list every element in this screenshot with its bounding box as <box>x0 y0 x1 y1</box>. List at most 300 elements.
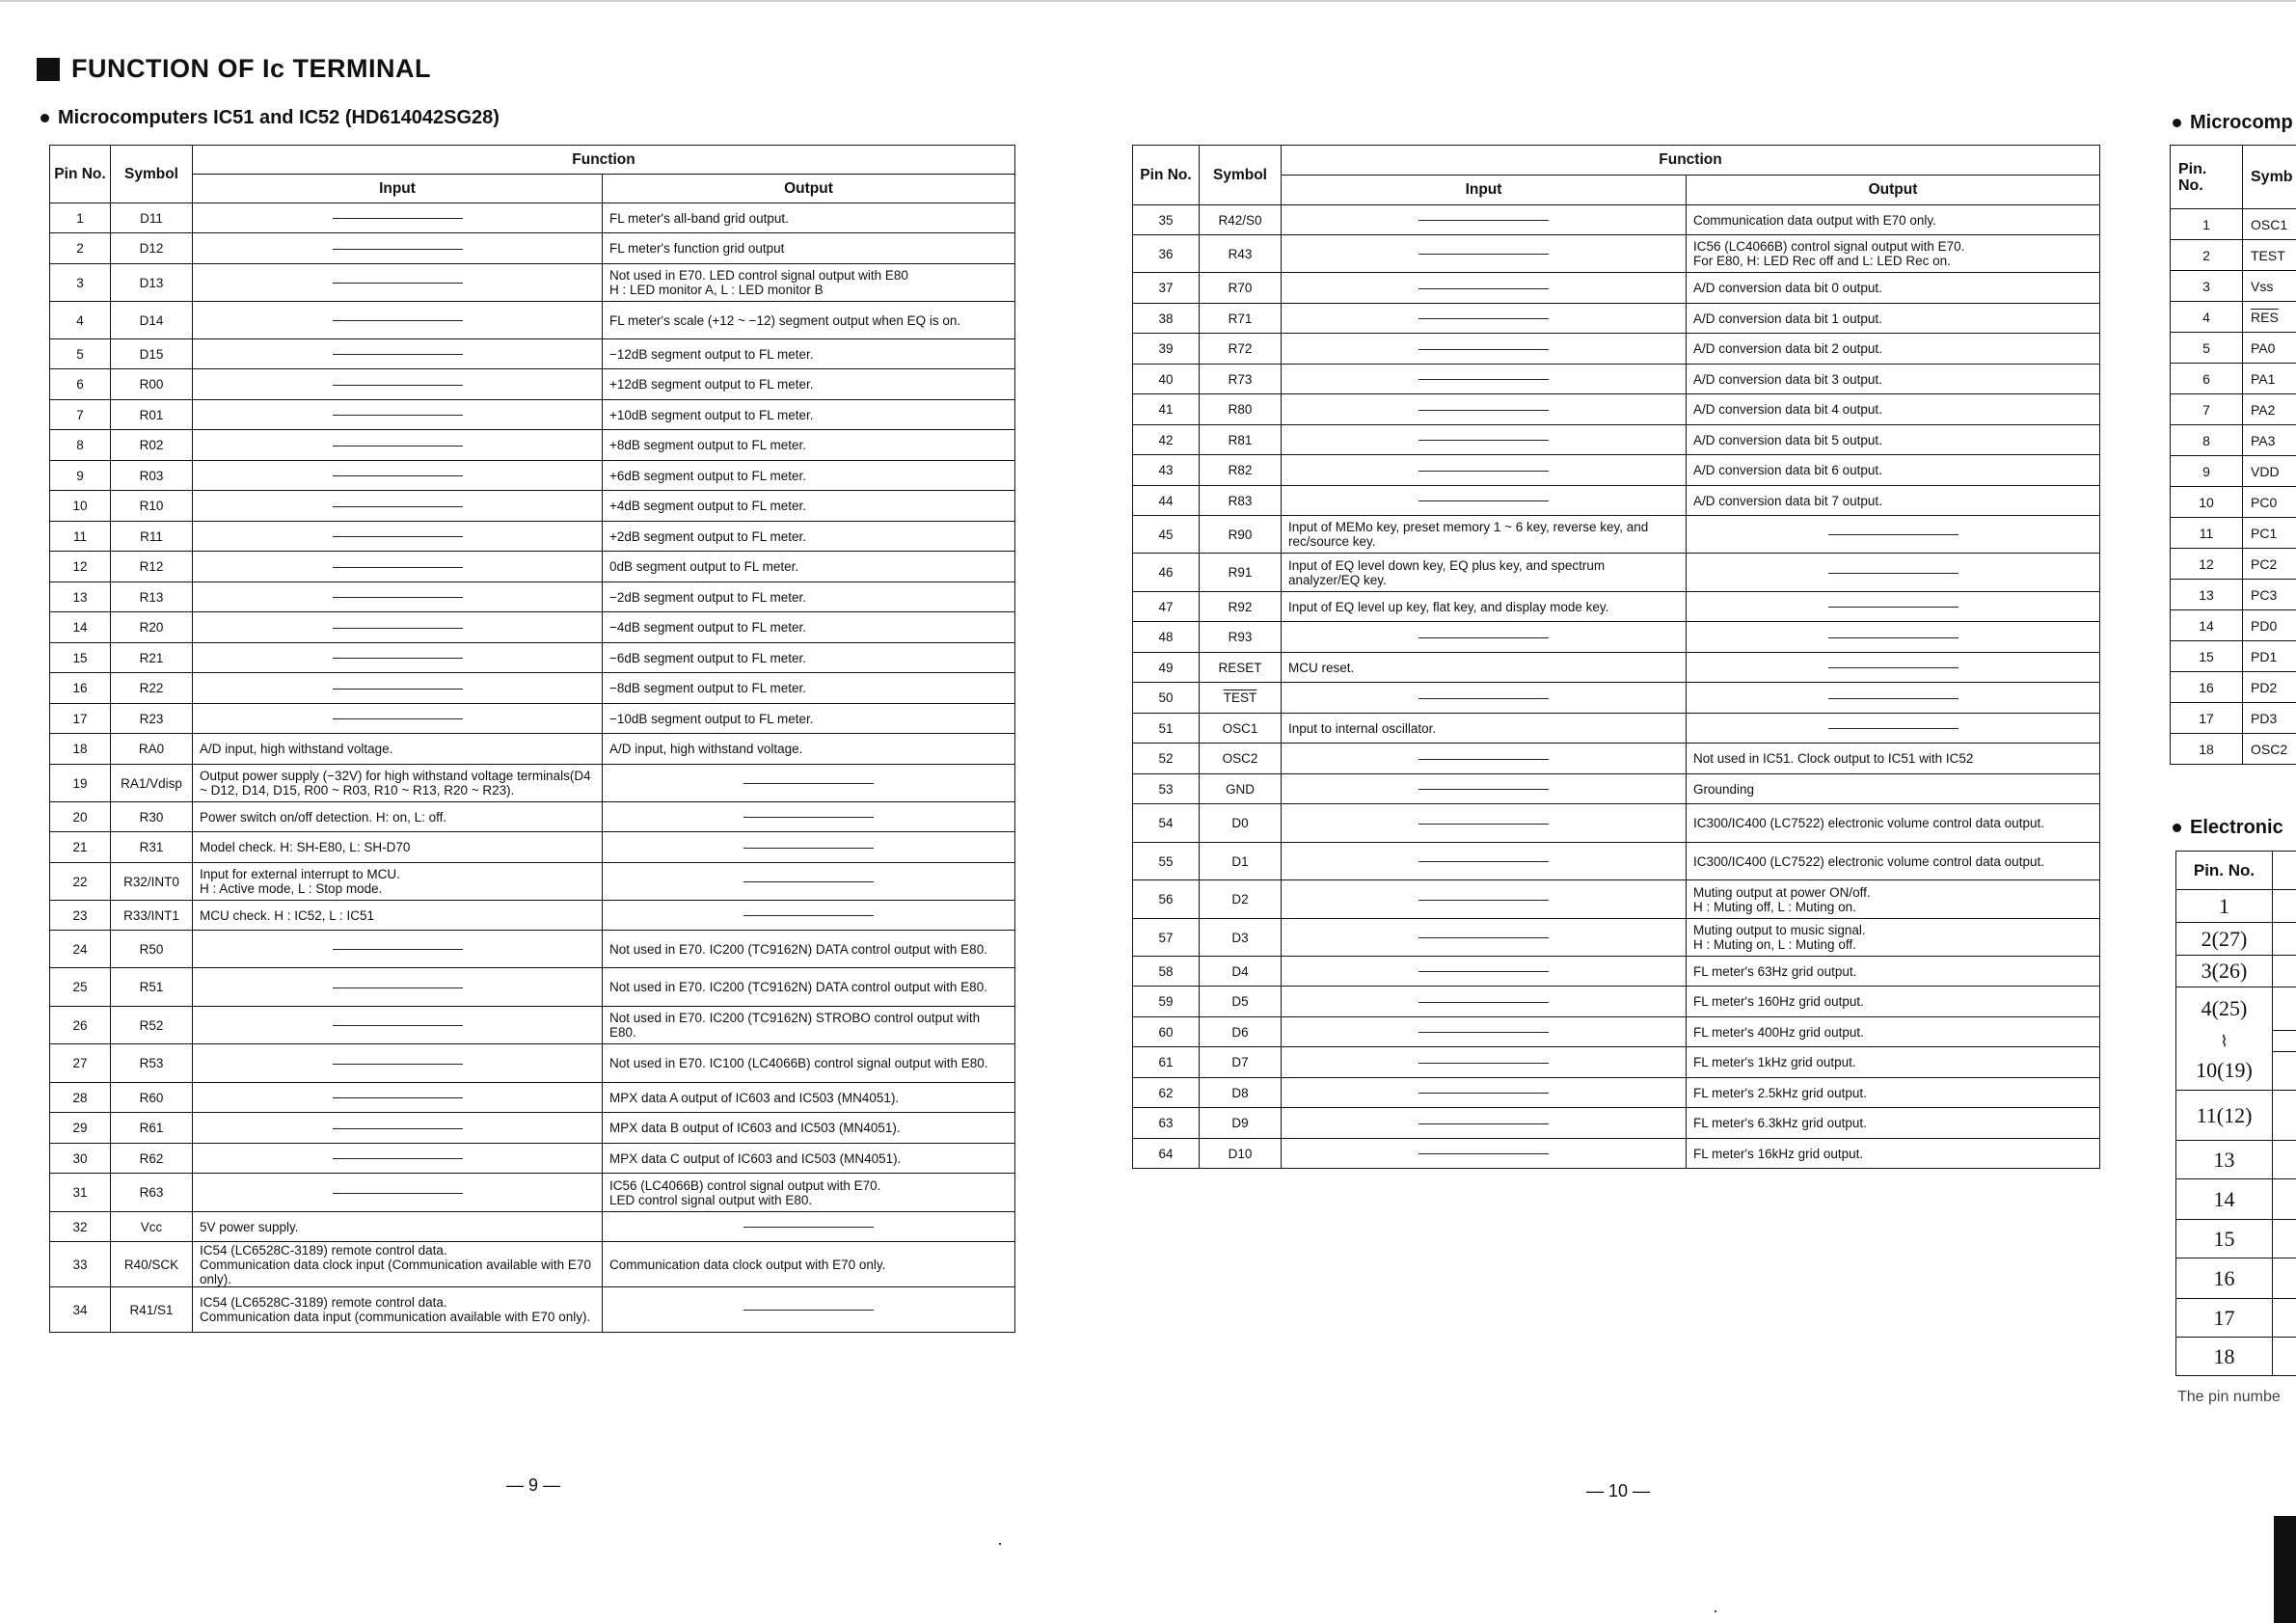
table-row <box>2171 394 2296 425</box>
subtitle-microcomputers <box>41 107 500 129</box>
pin-number-cell: 9 <box>2171 456 2243 487</box>
symbol-cell: D6 <box>1200 1017 1282 1047</box>
output-cell: MPX data A output of IC603 and IC503 (MN4051). <box>603 1083 1015 1113</box>
output-dash-cell <box>1687 653 2100 683</box>
symbol-cell: R43 <box>1200 235 1282 273</box>
symbol-cell: RA0 <box>111 734 193 765</box>
pin-number-cell: 22 <box>50 863 111 901</box>
header-symbol: Symbol <box>1200 146 1282 205</box>
left-pin-table <box>49 145 1015 1333</box>
input-cell: A/D input, high withstand voltage. <box>193 734 603 765</box>
output-cell: IC56 (LC4066B) control signal output with E70. LED control signal output with E80. <box>603 1174 1015 1212</box>
table-row <box>50 832 1015 863</box>
input-dash-cell <box>193 612 603 643</box>
pin-number-cell: 13 <box>2171 580 2243 610</box>
output-dash-cell <box>603 1212 1015 1242</box>
pin-number-cell: 64 <box>1133 1139 1200 1169</box>
pin-number-cell: 1 <box>2176 890 2273 923</box>
bullet-icon <box>41 114 49 122</box>
output-cell: A/D conversion data bit 1 output. <box>1687 304 2100 334</box>
output-cell: +12dB segment output to FL meter. <box>603 369 1015 400</box>
symbol-cell: D7 <box>1200 1047 1282 1078</box>
pin-number-cell: 14 <box>2176 1179 2273 1220</box>
output-cell: Not used in E70. IC200 (TC9162N) DATA control output with E80. <box>603 968 1015 1007</box>
table-row <box>2171 364 2296 394</box>
section-heading <box>37 54 431 84</box>
output-dash-cell <box>603 765 1015 802</box>
table-row <box>50 901 1015 931</box>
table-row <box>50 968 1015 1007</box>
middle-table-body <box>1133 205 2100 1169</box>
pin-number-cell: 6 <box>50 369 111 400</box>
table-row <box>1133 714 2100 744</box>
input-cell: IC54 (LC6528C-3189) remote control data. Communication data input (communication available with E70 only). <box>193 1287 603 1333</box>
input-dash-cell <box>193 400 603 430</box>
table-row <box>1133 1017 2100 1047</box>
table-row <box>1133 622 2100 653</box>
subtitle-text: Microcomp <box>2190 112 2293 133</box>
cut-cell <box>2273 987 2296 1031</box>
table-row <box>50 369 1015 400</box>
table-row <box>50 339 1015 369</box>
input-cell: Output power supply (−32V) for high withstand voltage terminals(D4 ~ D12, D14, D15, R00 ~ R03, R10 ~ R13, R20 ~ R23). <box>193 765 603 802</box>
table-row <box>50 1113 1015 1144</box>
pin-number-cell: 44 <box>1133 486 1200 516</box>
subtitle-text: Microcomputers IC51 and IC52 (HD614042SG28) <box>58 107 500 128</box>
table-row <box>2176 1258 2296 1299</box>
symbol-cell: R41/S1 <box>111 1287 193 1333</box>
pin-number-cell: 31 <box>50 1174 111 1212</box>
cut-cell <box>2273 890 2296 923</box>
table-row <box>50 863 1015 901</box>
table-row <box>2171 549 2296 580</box>
pin-number-cell: 18 <box>2171 734 2243 765</box>
pin-number-cell: 4(25) <box>2176 987 2273 1031</box>
input-dash-cell <box>193 1044 603 1083</box>
table-row <box>1133 987 2100 1017</box>
table-row <box>2176 987 2296 1031</box>
symbol-cell: R02 <box>111 430 193 461</box>
input-cell: Power switch on/off detection. H: on, L: off. <box>193 802 603 832</box>
right-pin-table-partial <box>2170 145 2296 765</box>
symbol-cell: R70 <box>1200 273 1282 304</box>
pin-number-cell: 47 <box>1133 592 1200 622</box>
table-row <box>2171 703 2296 734</box>
pin-number-cell: 8 <box>2171 425 2243 456</box>
header-input: Input <box>193 175 603 203</box>
pin-number-cell: 54 <box>1133 804 1200 843</box>
output-dash-cell <box>1687 554 2100 592</box>
table-row <box>50 1007 1015 1044</box>
pin-number-cell: 62 <box>1133 1078 1200 1108</box>
cut-cell <box>2273 923 2296 956</box>
input-dash-cell <box>1282 804 1687 843</box>
cut-cell <box>2273 1052 2296 1091</box>
table-row <box>50 1174 1015 1212</box>
pin-number-cell: 46 <box>1133 554 1200 592</box>
output-cell: MPX data C output of IC603 and IC503 (MN4051). <box>603 1144 1015 1174</box>
pin-number-cell: 2(27) <box>2176 923 2273 956</box>
input-dash-cell <box>1282 235 1687 273</box>
input-dash-cell <box>193 1007 603 1044</box>
symbol-cell: R82 <box>1200 455 1282 486</box>
table-row <box>50 765 1015 802</box>
input-dash-cell <box>1282 880 1687 919</box>
output-cell: +6dB segment output to FL meter. <box>603 461 1015 491</box>
pin-number-cell: 16 <box>2176 1258 2273 1299</box>
table-row <box>2176 1031 2296 1052</box>
scan-speck <box>999 1543 1001 1545</box>
table-row <box>50 302 1015 339</box>
input-dash-cell <box>193 704 603 734</box>
output-cell: +8dB segment output to FL meter. <box>603 430 1015 461</box>
pin-number-cell: 53 <box>1133 774 1200 804</box>
header-symbol: Symbol <box>111 146 193 203</box>
pin-number-cell: 1 <box>2171 209 2243 240</box>
output-cell: IC300/IC400 (LC7522) electronic volume control data output. <box>1687 804 2100 843</box>
cut-cell <box>2273 1031 2296 1052</box>
left-table-body <box>50 203 1015 1333</box>
table-row <box>2176 1338 2296 1376</box>
input-dash-cell <box>193 931 603 968</box>
table-row <box>2171 734 2296 765</box>
table-row <box>2176 1052 2296 1091</box>
pin-number-cell: 6 <box>2171 364 2243 394</box>
output-cell: Not used in E70. IC200 (TC9162N) STROBO control output with E80. <box>603 1007 1015 1044</box>
symbol-cell: R13 <box>111 582 193 612</box>
input-cell: Model check. H: SH-E80, L: SH-D70 <box>193 832 603 863</box>
pin-number-cell: 4 <box>2171 302 2243 333</box>
input-dash-cell <box>193 673 603 704</box>
table-row <box>2176 956 2296 987</box>
input-dash-cell <box>193 1083 603 1113</box>
symbol-cell: D0 <box>1200 804 1282 843</box>
symbol-cell: R92 <box>1200 592 1282 622</box>
symbol-cell: R12 <box>111 552 193 582</box>
pin-number-cell: 3 <box>50 264 111 302</box>
symbol-cell: RA1/Vdisp <box>111 765 193 802</box>
table-row <box>50 1212 1015 1242</box>
table-row <box>1133 273 2100 304</box>
table-row <box>50 802 1015 832</box>
input-dash-cell <box>1282 774 1687 804</box>
symbol-cell: R80 <box>1200 394 1282 425</box>
pin-number-cell: 12 <box>2171 549 2243 580</box>
symbol-cell: VDD <box>2243 456 2296 487</box>
output-dash-cell <box>1687 622 2100 653</box>
output-dash-cell <box>603 1287 1015 1333</box>
table-row <box>50 612 1015 643</box>
output-cell: FL meter's 63Hz grid output. <box>1687 957 2100 987</box>
output-cell: IC56 (LC4066B) control signal output with E70. For E80, H: LED Rec off and L: LED Rec on. <box>1687 235 2100 273</box>
symbol-cell: PD2 <box>2243 672 2296 703</box>
scan-speck <box>1715 1610 1716 1612</box>
symbol-cell: R63 <box>111 1174 193 1212</box>
pin-number-cell: 56 <box>1133 880 1200 919</box>
pin-number-cell: 34 <box>50 1287 111 1333</box>
table-row <box>50 1242 1015 1287</box>
table-row <box>2171 209 2296 240</box>
pin-number-cell: 14 <box>2171 610 2243 641</box>
input-dash-cell <box>193 643 603 673</box>
cut-cell <box>2273 1299 2296 1338</box>
input-dash-cell <box>1282 455 1687 486</box>
table-row <box>1133 394 2100 425</box>
subtitle-electronic-partial <box>2173 817 2283 839</box>
cut-cell <box>2273 1091 2296 1141</box>
input-cell: Input of EQ level down key, EQ plus key, and spectrum analyzer/EQ key. <box>1282 554 1687 592</box>
symbol-cell: D8 <box>1200 1078 1282 1108</box>
symbol-cell: R32/INT0 <box>111 863 193 901</box>
pin-number-cell: 7 <box>50 400 111 430</box>
output-cell: +10dB segment output to FL meter. <box>603 400 1015 430</box>
symbol-cell: D13 <box>111 264 193 302</box>
input-dash-cell <box>1282 957 1687 987</box>
symbol-cell: TEST <box>2243 240 2296 271</box>
symbol-cell: TEST <box>1200 683 1282 714</box>
header-pin: Pin. No. <box>2171 146 2243 209</box>
table-row <box>2176 890 2296 923</box>
pin-number-cell: 25 <box>50 968 111 1007</box>
symbol-cell: PC2 <box>2243 549 2296 580</box>
output-cell: FL meter's 16kHz grid output. <box>1687 1139 2100 1169</box>
input-dash-cell <box>1282 273 1687 304</box>
pin-number-cell: 8 <box>50 430 111 461</box>
pin-number-cell: 15 <box>50 643 111 673</box>
symbol-cell: R11 <box>111 522 193 552</box>
pin-number-cell: 12 <box>50 552 111 582</box>
page-number-left: — 9 — <box>506 1475 561 1495</box>
pin-number-cell: 42 <box>1133 425 1200 455</box>
output-cell: Not used in E70. IC200 (TC9162N) DATA control output with E80. <box>603 931 1015 968</box>
output-cell: −8dB segment output to FL meter. <box>603 673 1015 704</box>
input-dash-cell <box>193 1144 603 1174</box>
table-row <box>2176 1299 2296 1338</box>
symbol-cell: OSC2 <box>2243 734 2296 765</box>
pin-number-cell: 17 <box>2171 703 2243 734</box>
input-dash-cell <box>1282 334 1687 365</box>
pin-number-cell: 43 <box>1133 455 1200 486</box>
symbol-cell: D11 <box>111 203 193 233</box>
header-symbol: Symb <box>2243 146 2296 209</box>
symbol-cell: R21 <box>111 643 193 673</box>
input-dash-cell <box>1282 1017 1687 1047</box>
input-dash-cell <box>1282 987 1687 1017</box>
symbol-cell: R03 <box>111 461 193 491</box>
header-pin: Pin. No. <box>2176 852 2273 890</box>
pin-number-cell: 2 <box>2171 240 2243 271</box>
input-dash-cell <box>1282 919 1687 957</box>
table-row <box>50 1044 1015 1083</box>
output-cell: FL meter's 160Hz grid output. <box>1687 987 2100 1017</box>
pin-number-cell: 39 <box>1133 334 1200 365</box>
input-dash-cell <box>1282 622 1687 653</box>
symbol-cell: R62 <box>111 1144 193 1174</box>
output-dash-cell <box>1687 714 2100 744</box>
pin-number-cell: 10(19) <box>2176 1052 2273 1091</box>
output-cell: A/D conversion data bit 3 output. <box>1687 365 2100 394</box>
output-cell: −10dB segment output to FL meter. <box>603 704 1015 734</box>
pin-number-cell: 24 <box>50 931 111 968</box>
table-row <box>50 582 1015 612</box>
header-pin: Pin No. <box>1133 146 1200 205</box>
section-heading-text: FUNCTION OF Ic TERMINAL <box>71 54 431 83</box>
table-row <box>1133 843 2100 880</box>
pin-number-cell: 15 <box>2176 1220 2273 1258</box>
table-row <box>50 673 1015 704</box>
output-dash-cell <box>1687 516 2100 554</box>
output-cell: Not used in IC51. Clock output to IC51 with IC52 <box>1687 744 2100 774</box>
input-dash-cell <box>1282 304 1687 334</box>
pin-number-cell: 59 <box>1133 987 1200 1017</box>
symbol-cell: OSC1 <box>2243 209 2296 240</box>
pin-number-cell: 11 <box>2171 518 2243 549</box>
input-dash-cell <box>193 552 603 582</box>
pin-number-cell: 14 <box>50 612 111 643</box>
output-cell: −12dB segment output to FL meter. <box>603 339 1015 369</box>
pin-number-cell: 21 <box>50 832 111 863</box>
table-row <box>1133 653 2100 683</box>
input-dash-cell <box>1282 486 1687 516</box>
pin-number-cell: 2 <box>50 233 111 264</box>
output-cell: FL meter's 6.3kHz grid output. <box>1687 1108 2100 1139</box>
pin-number-cell: 26 <box>50 1007 111 1044</box>
input-cell: MCU reset. <box>1282 653 1687 683</box>
page-top-rule <box>0 0 2296 2</box>
pin-number-cell: 35 <box>1133 205 1200 235</box>
symbol-cell: R81 <box>1200 425 1282 455</box>
symbol-cell: R01 <box>111 400 193 430</box>
table-row <box>50 522 1015 552</box>
symbol-cell: D2 <box>1200 880 1282 919</box>
table-row <box>50 430 1015 461</box>
symbol-cell: D15 <box>111 339 193 369</box>
input-cell: Input for external interrupt to MCU. H : Active mode, L : Stop mode. <box>193 863 603 901</box>
symbol-cell: R93 <box>1200 622 1282 653</box>
pin-number-cell: 10 <box>2171 487 2243 518</box>
pin-number-cell: 49 <box>1133 653 1200 683</box>
symbol-cell: R30 <box>111 802 193 832</box>
symbol-cell: R33/INT1 <box>111 901 193 931</box>
table-row <box>50 643 1015 673</box>
input-dash-cell <box>193 233 603 264</box>
pin-number-cell: 33 <box>50 1242 111 1287</box>
pin-number-cell: 63 <box>1133 1108 1200 1139</box>
input-dash-cell <box>1282 1078 1687 1108</box>
pin-number-cell: 55 <box>1133 843 1200 880</box>
symbol-cell: R23 <box>111 704 193 734</box>
pin-number-cell: 36 <box>1133 235 1200 273</box>
pin-number-cell: 60 <box>1133 1017 1200 1047</box>
symbol-cell: PA3 <box>2243 425 2296 456</box>
input-dash-cell <box>193 491 603 522</box>
page-number-middle: — 10 — <box>1586 1481 1651 1501</box>
pin-number-cell: 13 <box>50 582 111 612</box>
input-dash-cell <box>1282 843 1687 880</box>
input-dash-cell <box>1282 425 1687 455</box>
symbol-cell: R83 <box>1200 486 1282 516</box>
pin-number-cell: 48 <box>1133 622 1200 653</box>
input-cell: Input of MEMo key, preset memory 1 ~ 6 key, reverse key, and rec/source key. <box>1282 516 1687 554</box>
input-cell: MCU check. H : IC52, L : IC51 <box>193 901 603 931</box>
output-cell: 0dB segment output to FL meter. <box>603 552 1015 582</box>
table-row <box>1133 365 2100 394</box>
symbol-cell: R00 <box>111 369 193 400</box>
output-cell: FL meter's 400Hz grid output. <box>1687 1017 2100 1047</box>
table-row <box>2171 240 2296 271</box>
output-cell: Communication data clock output with E70 only. <box>603 1242 1015 1287</box>
table-row <box>50 552 1015 582</box>
input-dash-cell <box>1282 205 1687 235</box>
symbol-cell: R51 <box>111 968 193 1007</box>
pin-number-cell: 58 <box>1133 957 1200 987</box>
output-cell: A/D conversion data bit 4 output. <box>1687 394 2100 425</box>
output-dash-cell <box>603 901 1015 931</box>
input-dash-cell <box>193 582 603 612</box>
pin-number-cell: 61 <box>1133 1047 1200 1078</box>
output-dash-cell <box>603 832 1015 863</box>
pin-number-cell: 9 <box>50 461 111 491</box>
subtitle-text: Electronic <box>2190 817 2283 838</box>
cut-cell <box>2273 956 2296 987</box>
symbol-cell: R10 <box>111 491 193 522</box>
table-row <box>1133 516 2100 554</box>
symbol-cell: R20 <box>111 612 193 643</box>
volume-table-body <box>2176 890 2296 1376</box>
pin-number-cell: 17 <box>50 704 111 734</box>
symbol-cell: D14 <box>111 302 193 339</box>
output-cell: −2dB segment output to FL meter. <box>603 582 1015 612</box>
output-cell: Muting output to music signal. H : Muting on, L : Muting off. <box>1687 919 2100 957</box>
symbol-cell: D9 <box>1200 1108 1282 1139</box>
bullet-icon <box>2173 824 2181 832</box>
pin-number-cell: 45 <box>1133 516 1200 554</box>
table-row <box>2176 1091 2296 1141</box>
table-row <box>50 400 1015 430</box>
pin-number-cell: 16 <box>2171 672 2243 703</box>
header-function: Function <box>1282 146 2100 176</box>
input-dash-cell <box>193 968 603 1007</box>
cut-cell <box>2273 1220 2296 1258</box>
symbol-cell: Vss <box>2243 271 2296 302</box>
pin-number-cell: 52 <box>1133 744 1200 774</box>
header-pin: Pin No. <box>50 146 111 203</box>
table-row <box>50 931 1015 968</box>
pin-number-cell: 18 <box>50 734 111 765</box>
output-cell: FL meter's all-band grid output. <box>603 203 1015 233</box>
input-dash-cell <box>1282 744 1687 774</box>
table-row <box>50 1287 1015 1333</box>
pin-number-cell: 15 <box>2171 641 2243 672</box>
pin-number-cell: 27 <box>50 1044 111 1083</box>
pin-number-cell: 37 <box>1133 273 1200 304</box>
table-row <box>1133 334 2100 365</box>
output-cell: FL meter's 2.5kHz grid output. <box>1687 1078 2100 1108</box>
pin-number-cell: 13 <box>2176 1141 2273 1179</box>
input-dash-cell <box>1282 1047 1687 1078</box>
symbol-cell: R22 <box>111 673 193 704</box>
middle-pin-table <box>1132 145 2100 1169</box>
symbol-cell: $\overline{RES}$ <box>2243 302 2296 333</box>
symbol-cell: PD3 <box>2243 703 2296 734</box>
pin-number-cell: 40 <box>1133 365 1200 394</box>
symbol-cell: D4 <box>1200 957 1282 987</box>
table-row <box>50 1083 1015 1113</box>
symbol-cell: R73 <box>1200 365 1282 394</box>
output-cell: FL meter's function grid output <box>603 233 1015 264</box>
output-dash-cell <box>603 863 1015 901</box>
table-row <box>2176 1220 2296 1258</box>
